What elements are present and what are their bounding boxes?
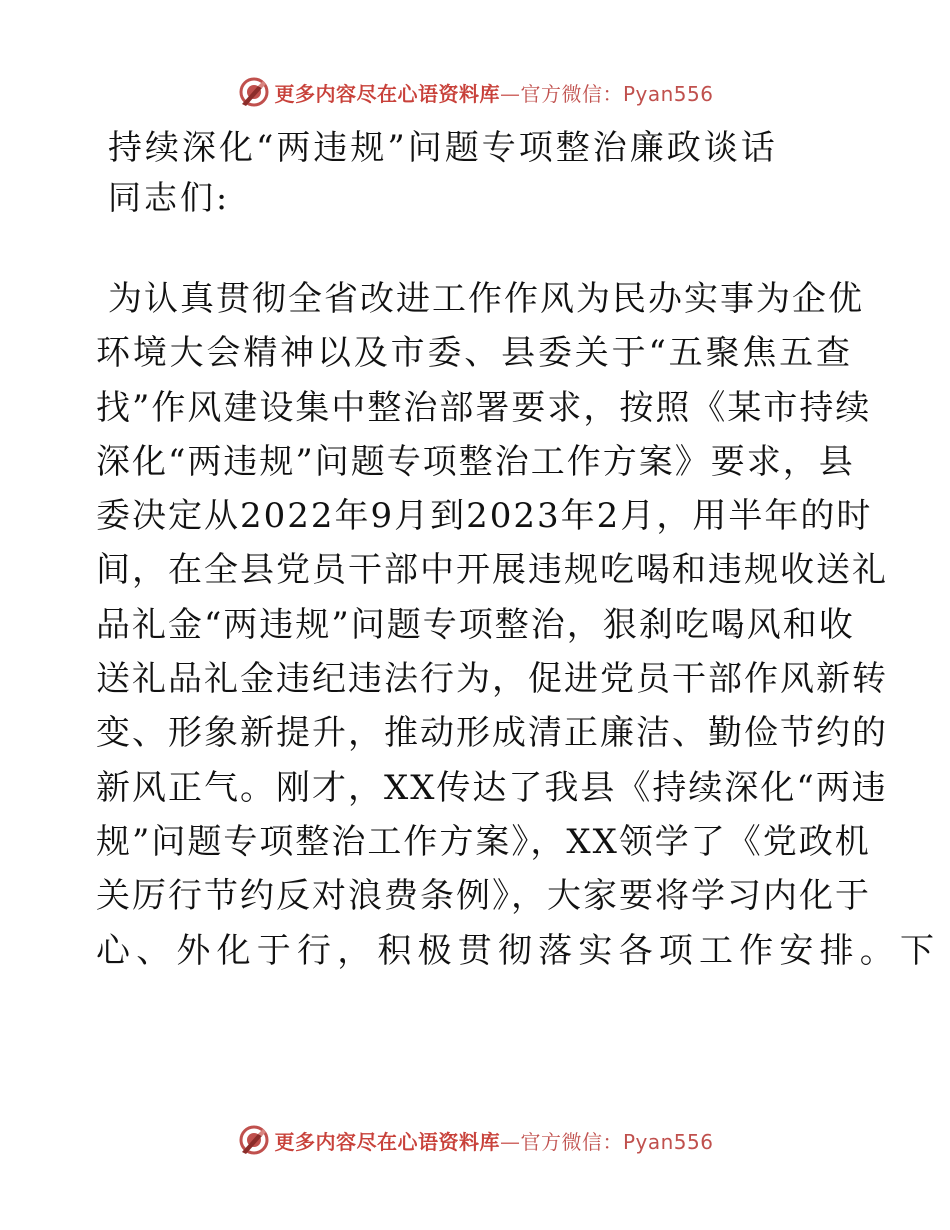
watermark-separator: — — [499, 1129, 521, 1154]
greeting: 同志们: — [108, 178, 231, 217]
paragraph-line: 送礼品礼金违纪违法行为，促进党员干部作风新转 — [96, 659, 888, 700]
paragraph-line: 新风正气。刚才，XX传达了我县《持续深化“两违 — [96, 767, 888, 808]
watermark-brand: 更多内容尽在心语资料库 — [274, 81, 500, 106]
watermark-separator: — — [499, 81, 521, 106]
watermark-text — [274, 78, 713, 107]
watermark-footer — [0, 1118, 950, 1162]
watermark-contact: 官方微信：Pyan556 — [520, 81, 714, 106]
paragraph-line: 关厉行节约反对浪费条例》，大家要将学习内化于 — [96, 876, 871, 917]
paragraph-line: 深化“两违规”问题专项整治工作方案》要求，县 — [96, 441, 855, 482]
paragraph-line: 间，在全县党员干部中开展违规吃喝和违规收送礼 — [96, 550, 888, 591]
watermark-brand: 更多内容尽在心语资料库 — [274, 1129, 500, 1154]
paragraph-line: 规”问题专项整治工作方案》，XX领学了《党政机 — [96, 821, 871, 862]
document-title: 持续深化“两违规”问题专项整治廉政谈话 — [108, 128, 778, 168]
paragraph-line: 找”作风建设集中整治部署要求，按照《某市持续 — [96, 387, 872, 428]
paragraph-line: 变、形象新提升，推动形成清正廉洁、勤俭节约的 — [96, 713, 888, 754]
pen-seal-logo-icon — [236, 74, 272, 110]
watermark-contact: 官方微信：Pyan556 — [520, 1129, 714, 1154]
paragraph-line: 环境大会精神以及市委、县委关于“五聚焦五查 — [96, 333, 852, 374]
body-paragraph — [96, 272, 941, 978]
paragraph-line: 为认真贯彻全省改进工作作风为民办实事为企优 — [108, 279, 864, 319]
pen-seal-logo-icon — [236, 1122, 272, 1158]
paragraph-line: 心、外化于行，积极贯彻落实各项工作安排。下 — [96, 930, 941, 971]
paragraph-line: 委决定从2022年9月到2023年2月，用半年的时 — [96, 496, 873, 537]
watermark-header — [0, 70, 950, 114]
paragraph-line: 品礼金“两违规”问题专项整治，狠刹吃喝风和收 — [96, 604, 855, 645]
watermark-text — [274, 1126, 713, 1155]
